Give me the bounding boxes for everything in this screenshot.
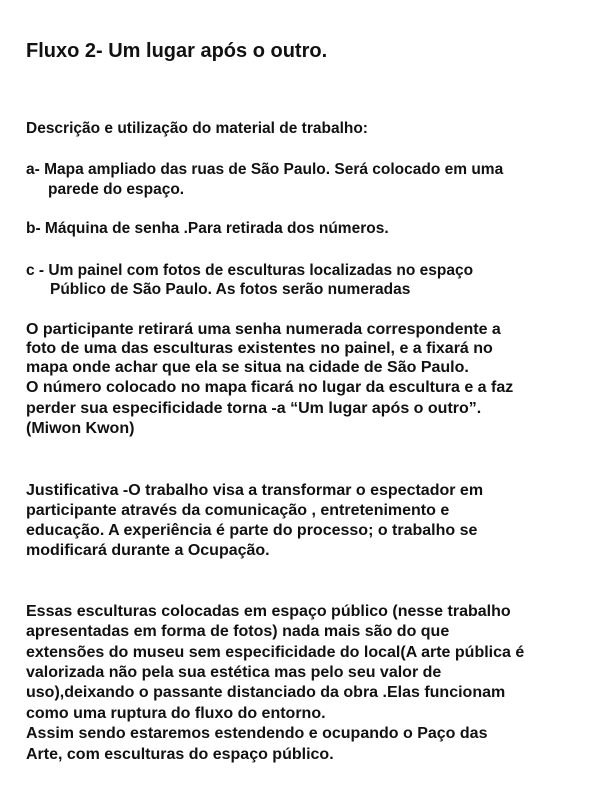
- paragraph-3-line: valorizada não pela sua estética mas pelo seu valor de: [26, 664, 442, 681]
- paragraph-3-line: apresentadas em forma de fotos) nada mais são do que: [26, 623, 450, 640]
- paragraph-3-line: como uma ruptura do fluxo do entorno.: [26, 705, 326, 722]
- paragraph-3-line: uso),deixando o passante distanciado da obra .Elas funcionam: [26, 684, 506, 701]
- paragraph-1-line: perder sua especificidade torna -a “Um lugar após o outro”.: [26, 400, 482, 417]
- list-item-a-line-1: a- Mapa ampliado das ruas de São Paulo. Será colocado em uma: [26, 161, 504, 178]
- paragraph-1-line: O número colocado no mapa ficará no lugar da escultura e a faz: [26, 379, 514, 396]
- paragraph-1-line: foto de uma das esculturas existentes no painel, e a fixará no: [26, 340, 493, 357]
- paragraph-3-line: Arte, com esculturas do espaço público.: [26, 746, 334, 763]
- description-heading: Descrição e utilização do material de trabalho:: [26, 120, 368, 137]
- list-item-b-line-1: b- Máquina de senha .Para retirada dos números.: [26, 220, 389, 237]
- paragraph-3-line: extensões do museu sem especificidade do local(A arte pública é: [26, 644, 525, 661]
- list-item-c-line-1: c - Um painel com fotos de esculturas localizadas no espaço: [26, 262, 474, 279]
- paragraph-2-line: participante através da comunicação , entretenimento e: [26, 502, 450, 519]
- paragraph-2-line: educação. A experiência é parte do processo; o trabalho se: [26, 522, 478, 539]
- paragraph-3-line: Assim sendo estaremos estendendo e ocupando o Paço das: [26, 725, 488, 742]
- paragraph-1-line: O participante retirará uma senha numerada correspondente a: [26, 321, 501, 338]
- list-item-c-line-2: Público de São Paulo. As fotos serão numeradas: [50, 281, 411, 298]
- list-item-a-line-2: parede do espaço.: [48, 181, 185, 198]
- paragraph-1-line: mapa onde achar que ela se situa na cidade de São Paulo.: [26, 359, 469, 376]
- paragraph-1-line: (Miwon Kwon): [26, 420, 135, 437]
- paragraph-2-line: modificará durante a Ocupação.: [26, 542, 270, 559]
- paragraph-3-line: Essas esculturas colocadas em espaço público (nesse trabalho: [26, 603, 511, 620]
- document-title: Fluxo 2- Um lugar após o outro.: [26, 40, 328, 62]
- paragraph-2-line: Justificativa -O trabalho visa a transformar o espectador em: [26, 482, 484, 499]
